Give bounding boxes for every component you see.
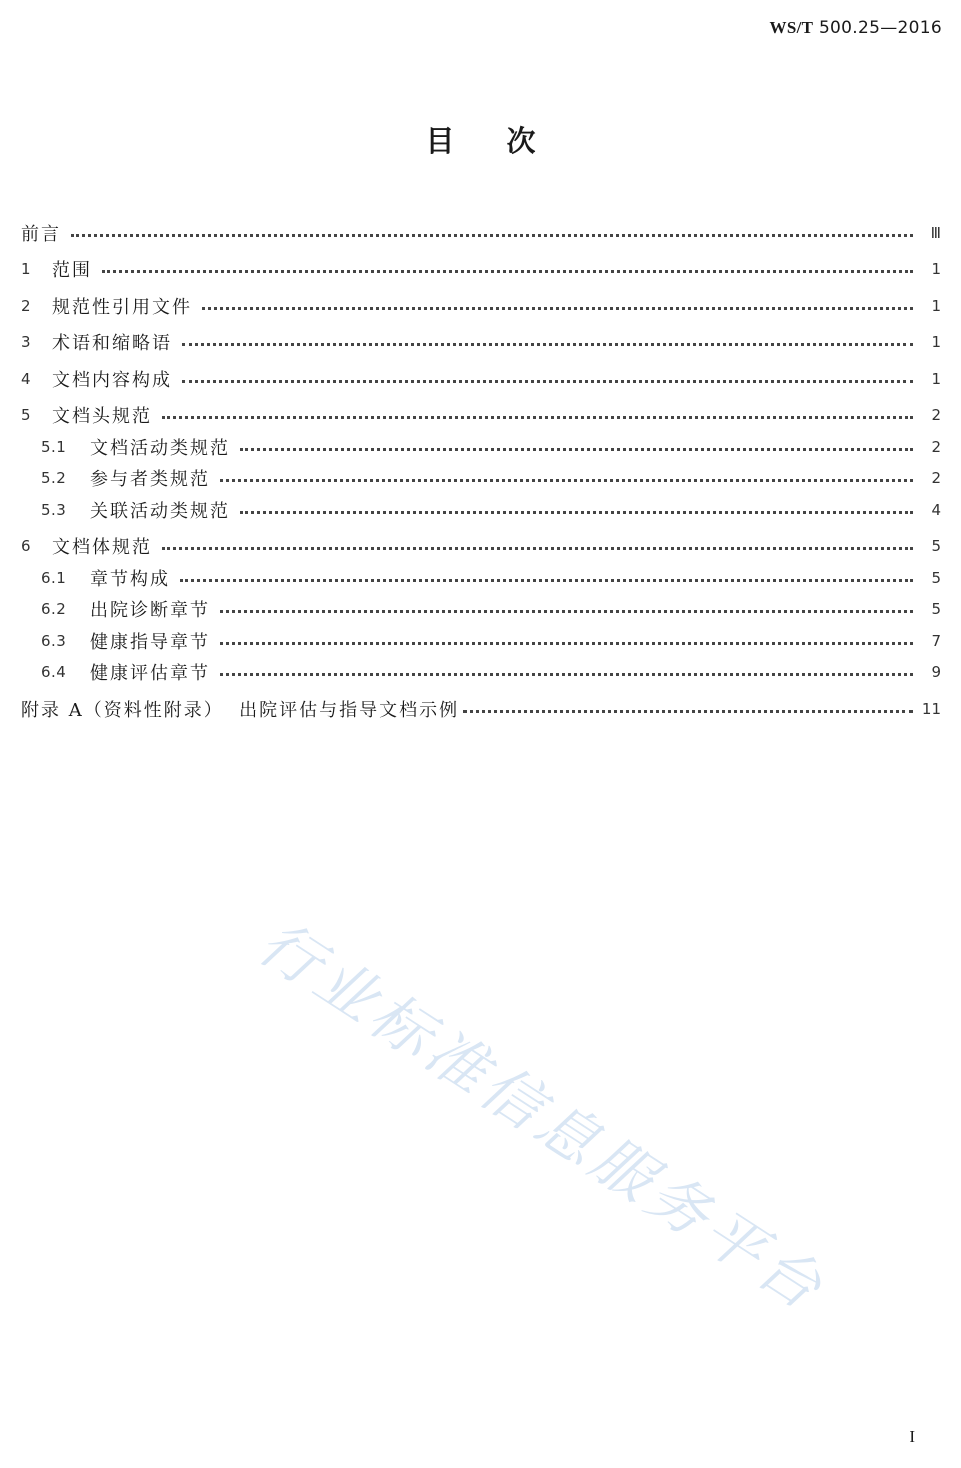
toc-entry-title: 健康指导章节 [90,632,210,653]
toc-section-number: 6.2 [41,600,67,618]
toc-entry-foreword[interactable] [0,219,961,247]
toc-entry-title: 关联活动类规范 [90,501,230,522]
standard-number: 500.25—2016 [813,18,942,38]
toc-section-number: 6.4 [41,663,67,681]
toc-page-number: 2 [931,406,941,424]
toc-page-number: 2 [931,438,941,456]
toc-subentry[interactable] [0,658,961,686]
toc-entry[interactable] [0,401,961,429]
toc-leader-dots [240,511,913,514]
toc-entry-title: 范围 [52,260,92,281]
toc-entry-title: 文档内容构成 [52,370,172,391]
toc-leader-dots [182,343,913,346]
toc-section-number: 4 [21,370,32,388]
toc-subentry[interactable] [0,433,961,461]
toc-section-number: 5 [21,406,32,424]
toc-leader-dots [220,673,913,676]
toc-page-number: 9 [931,663,941,681]
toc-leader-dots [220,642,913,645]
toc-entry-title: 文档头规范 [52,406,152,427]
toc-page-number: 5 [931,537,941,555]
toc-section-number: 6.3 [41,632,67,650]
toc-page-number: 4 [931,501,941,519]
toc-entry[interactable] [0,532,961,560]
watermark-text: 行业标准信息服务平台 [246,907,838,1327]
toc-section-number: 2 [21,297,32,315]
toc-entry-title: 文档体规范 [52,537,152,558]
toc-page-number: Ⅲ [930,224,941,242]
toc-entry-title: 出院诊断章节 [90,600,210,621]
toc-section-number: 5.1 [41,438,67,456]
toc-leader-dots [162,547,913,550]
toc-section-number: 5.3 [41,501,67,519]
toc-entry[interactable] [0,255,961,283]
toc-entry-title: 规范性引用文件 [52,297,192,318]
toc-page-number: 11 [921,700,941,718]
toc-subentry[interactable] [0,464,961,492]
toc-section-number: 1 [21,260,32,278]
toc-entry-title: 附录 A（资料性附录） 出院评估与指导文档示例 [21,700,460,721]
toc-subentry[interactable] [0,627,961,655]
toc-section-number: 5.2 [41,469,67,487]
toc-entry[interactable] [0,365,961,393]
toc-section-number: 6.1 [41,569,67,587]
toc-subentry[interactable] [0,496,961,524]
toc-leader-dots [180,579,913,582]
toc-entry[interactable] [0,292,961,320]
toc-entry-title: 健康评估章节 [90,663,210,684]
standard-code [770,18,942,38]
toc-leader-dots [71,234,913,237]
toc-section-number: 3 [21,333,32,351]
toc-page-number: 1 [931,297,941,315]
toc-entry-title: 前言 [21,224,61,245]
page-title: 目次 [425,124,588,158]
toc-section-number: 6 [21,537,32,555]
toc-page-number: 5 [931,569,941,587]
toc-leader-dots [182,380,913,383]
toc-page-number: 2 [931,469,941,487]
standard-prefix: WS/T [769,18,814,37]
toc-leader-dots [220,479,913,482]
page-number: I [909,1427,915,1446]
toc-entry-title: 文档活动类规范 [90,438,230,459]
toc-page-number: 1 [931,333,941,351]
toc-leader-dots [240,448,913,451]
toc-page-number: 7 [931,632,941,650]
toc-subentry[interactable] [0,564,961,592]
toc-leader-dots [463,710,913,713]
toc-entry-title: 术语和缩略语 [52,333,172,354]
toc-entry-appendix-a[interactable] [0,695,961,723]
toc-leader-dots [220,610,913,613]
toc-entry-title: 参与者类规范 [90,469,210,490]
toc-page-number: 1 [931,370,941,388]
toc-leader-dots [202,307,913,310]
toc-leader-dots [162,416,913,419]
toc-entry-title: 章节构成 [90,569,170,590]
toc-leader-dots [102,270,913,273]
toc-page-number: 5 [931,600,941,618]
toc-entry[interactable] [0,328,961,356]
toc-subentry[interactable] [0,595,961,623]
toc-page-number: 1 [931,260,941,278]
